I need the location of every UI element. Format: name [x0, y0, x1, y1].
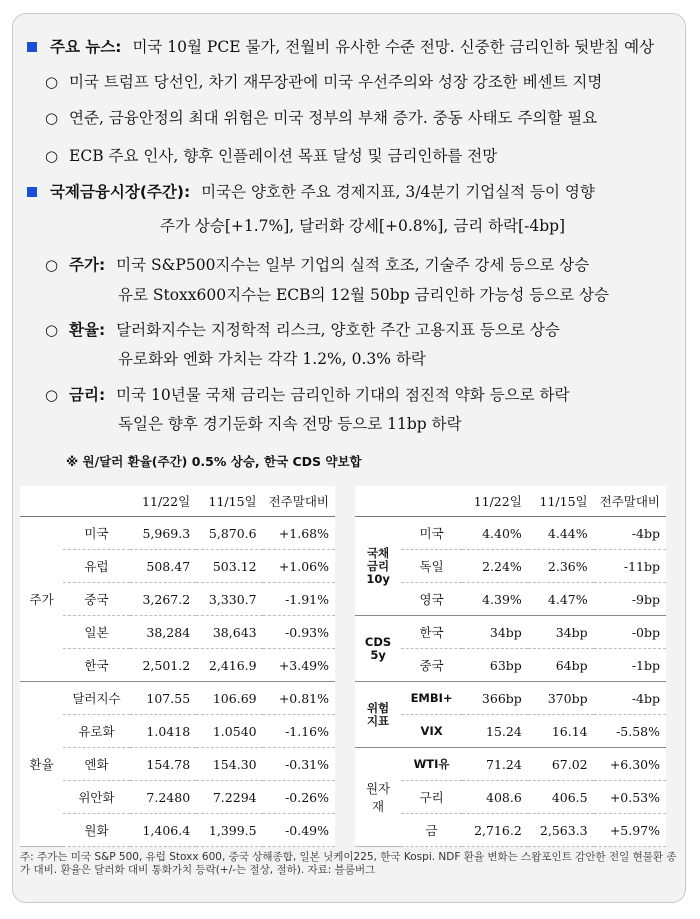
change-value: -1.91% [263, 583, 335, 616]
circle-bullet-icon: ○ [45, 256, 59, 274]
value-current: 71.24 [462, 748, 528, 781]
market-item-line2: 유로 Stoxx600지수는 ECB의 12월 50bp 금리인하 가능성 등으로 상승 [118, 286, 610, 304]
value-previous: 370bp [528, 682, 594, 715]
change-value: +5.97% [594, 814, 666, 847]
header-change: 전주말대비 [594, 486, 666, 517]
change-value: -9bp [594, 583, 666, 616]
table-row [20, 682, 335, 715]
news-item-3 [45, 146, 497, 166]
market-item-line2: 독일은 향후 경기둔화 지속 전망 등으로 11bp 하락 [118, 415, 462, 433]
change-value: -0.31% [263, 748, 335, 781]
header-date-current: 11/22일 [130, 486, 196, 517]
table-row [20, 583, 335, 616]
value-previous: 106.69 [196, 682, 262, 715]
change-value: +1.06% [263, 550, 335, 583]
table-row [355, 781, 666, 814]
value-previous: 64bp [528, 649, 594, 682]
news-item-2 [45, 108, 597, 128]
market-item-line1: 미국 10년물 국채 금리는 금리인하 기대의 점진적 약화 등으로 하락 [116, 386, 570, 404]
row-name: VIX [401, 715, 462, 748]
row-name: EMBI+ [401, 682, 462, 715]
change-value: -4bp [594, 517, 666, 550]
value-previous: 16.14 [528, 715, 594, 748]
row-group-label: CDS 5y [355, 616, 401, 682]
value-current: 1,406.4 [130, 814, 196, 847]
value-current: 7.2480 [130, 781, 196, 814]
table-row [20, 781, 335, 814]
table-row [355, 550, 666, 583]
row-name: 원화 [63, 814, 130, 847]
row-name: 미국 [401, 517, 462, 550]
market-item-label: 주가: [69, 256, 106, 274]
header-date-current: 11/22일 [462, 486, 528, 517]
value-previous: 1,399.5 [196, 814, 262, 847]
markets-headline-line [50, 182, 595, 202]
row-name: 한국 [63, 649, 130, 682]
header-date-previous: 11/15일 [196, 486, 262, 517]
value-previous: 4.47% [528, 583, 594, 616]
value-previous: 38,643 [196, 616, 262, 649]
market-item-label: 금리: [69, 386, 106, 404]
value-previous: 67.02 [528, 748, 594, 781]
value-current: 38,284 [130, 616, 196, 649]
circle-bullet-icon: ○ [45, 386, 59, 404]
market-item-label: 환율: [69, 321, 106, 339]
value-previous: 3,330.7 [196, 583, 262, 616]
row-name: 유로화 [63, 715, 130, 748]
row-name: WTI유 [401, 748, 462, 781]
table-row [355, 517, 666, 550]
value-current: 154.78 [130, 748, 196, 781]
table-row [20, 748, 335, 781]
news-item-text: 미국 트럼프 당선인, 차기 재무장관에 미국 우선주의와 성장 강조한 베센트 지명 [69, 73, 603, 91]
row-group-label: 주가 [20, 517, 63, 682]
value-previous: 2,563.3 [528, 814, 594, 847]
row-name: 달러지수 [63, 682, 130, 715]
value-previous: 7.2294 [196, 781, 262, 814]
row-name: 위안화 [63, 781, 130, 814]
value-previous: 1.0540 [196, 715, 262, 748]
value-current: 4.40% [462, 517, 528, 550]
value-current: 1.0418 [130, 715, 196, 748]
table-row [20, 649, 335, 682]
markets-headline: 미국은 양호한 주요 경제지표, 3/4분기 기업실적 등이 영향 [201, 183, 595, 201]
row-group-label: 위험 지표 [355, 682, 401, 748]
table-row [20, 616, 335, 649]
news-headline-line [50, 37, 654, 57]
row-name: 유럽 [63, 550, 130, 583]
circle-bullet-icon: ○ [45, 147, 59, 165]
row-name: 영국 [401, 583, 462, 616]
row-name: 엔화 [63, 748, 130, 781]
value-previous: 154.30 [196, 748, 262, 781]
change-value: -4bp [594, 682, 666, 715]
table-row [355, 649, 666, 682]
market-item-fx [45, 320, 560, 340]
news-label: 주요 뉴스: [50, 38, 122, 56]
change-value: -11bp [594, 550, 666, 583]
table-row [20, 715, 335, 748]
market-item-line1: 미국 S&P500지수는 일부 기업의 실적 호조, 기술주 강세 등으로 상승 [116, 256, 590, 274]
header-date-previous: 11/15일 [528, 486, 594, 517]
value-current: 2.24% [462, 550, 528, 583]
news-item-text: ECB 주요 인사, 향후 인플레이션 목표 달성 및 금리인하를 전망 [69, 147, 498, 165]
table-row [355, 814, 666, 847]
value-current: 2,501.2 [130, 649, 196, 682]
circle-bullet-icon: ○ [45, 321, 59, 339]
right-market-table [355, 486, 666, 847]
change-value: -5.58% [594, 715, 666, 748]
circle-bullet-icon: ○ [45, 73, 59, 91]
change-value: -0.49% [263, 814, 335, 847]
value-previous: 4.44% [528, 517, 594, 550]
value-previous: 5,870.6 [196, 517, 262, 550]
value-current: 366bp [462, 682, 528, 715]
change-value: +6.30% [594, 748, 666, 781]
change-value: -1bp [594, 649, 666, 682]
value-current: 5,969.3 [130, 517, 196, 550]
change-value: +3.49% [263, 649, 335, 682]
row-name: 독일 [401, 550, 462, 583]
table-header-row [20, 486, 335, 517]
value-current: 4.39% [462, 583, 528, 616]
table-row [355, 715, 666, 748]
market-item-line1: 달러화지수는 지정학적 리스크, 양호한 주간 고용지표 등으로 상승 [116, 321, 560, 339]
value-previous: 2,416.9 [196, 649, 262, 682]
table-row [20, 814, 335, 847]
market-item-line2: 유로화와 엔화 가치는 각각 1.2%, 0.3% 하락 [118, 350, 426, 368]
bullet-square-icon [27, 42, 37, 52]
change-value: -1.16% [263, 715, 335, 748]
value-previous: 34bp [528, 616, 594, 649]
change-value: +0.53% [594, 781, 666, 814]
row-name: 구리 [401, 781, 462, 814]
table-header-row [355, 486, 666, 517]
value-current: 408.6 [462, 781, 528, 814]
header-change: 전주말대비 [263, 486, 335, 517]
row-name: 한국 [401, 616, 462, 649]
row-group-label: 환율 [20, 682, 63, 847]
row-name: 미국 [63, 517, 130, 550]
change-value: +0.81% [263, 682, 335, 715]
table-row [355, 748, 666, 781]
value-previous: 503.12 [196, 550, 262, 583]
table-row [355, 583, 666, 616]
bullet-square-icon [27, 187, 37, 197]
row-group-label: 국채 금리 10y [355, 517, 401, 616]
table-row [20, 517, 335, 550]
change-value: -0.26% [263, 781, 335, 814]
value-current: 107.55 [130, 682, 196, 715]
change-value: -0bp [594, 616, 666, 649]
table-row [355, 682, 666, 715]
table-row [355, 616, 666, 649]
value-current: 3,267.2 [130, 583, 196, 616]
value-current: 508.47 [130, 550, 196, 583]
row-name: 금 [401, 814, 462, 847]
value-previous: 406.5 [528, 781, 594, 814]
value-current: 15.24 [462, 715, 528, 748]
table-row [20, 550, 335, 583]
left-market-table [20, 486, 335, 847]
circle-bullet-icon: ○ [45, 109, 59, 127]
value-current: 34bp [462, 616, 528, 649]
markets-label: 국제금융시장(주간): [50, 183, 191, 201]
row-name: 중국 [63, 583, 130, 616]
value-previous: 2.36% [528, 550, 594, 583]
row-name: 일본 [63, 616, 130, 649]
fx-cds-note: ※ 원/달러 환율(주간) 0.5% 상승, 한국 CDS 약보합 [66, 454, 362, 469]
news-headline: 미국 10월 PCE 물가, 전월비 유사한 수준 전망. 신중한 금리인하 뒷받침 예상 [132, 38, 655, 56]
change-value: +1.68% [263, 517, 335, 550]
value-current: 2,716.2 [462, 814, 528, 847]
news-item-1 [45, 72, 602, 92]
markets-subline: 주가 상승[+1.7%], 달러화 강세[+0.8%], 금리 하락[-4bp] [160, 217, 566, 235]
footnote: 주: 주가는 미국 S&P 500, 유럽 Stoxx 600, 중국 상해종합, 일본 닛케이225, 한국 Kospi. NDF 환율 변화는 스왑포인트 감안한 전일 현물환 종가 대비. 환율은 달러화 대비 통화가치 등락(+/-는 절상, 절하). 자료: 블룸버그 [20, 851, 677, 876]
market-item-rates [45, 385, 570, 405]
value-current: 63bp [462, 649, 528, 682]
news-item-text: 연준, 금융안정의 최대 위험은 미국 정부의 부채 증가. 중동 사태도 주의할 필요 [69, 109, 598, 127]
change-value: -0.93% [263, 616, 335, 649]
row-group-label: 원자재 [355, 748, 401, 847]
row-name: 중국 [401, 649, 462, 682]
market-item-stocks [45, 255, 589, 275]
